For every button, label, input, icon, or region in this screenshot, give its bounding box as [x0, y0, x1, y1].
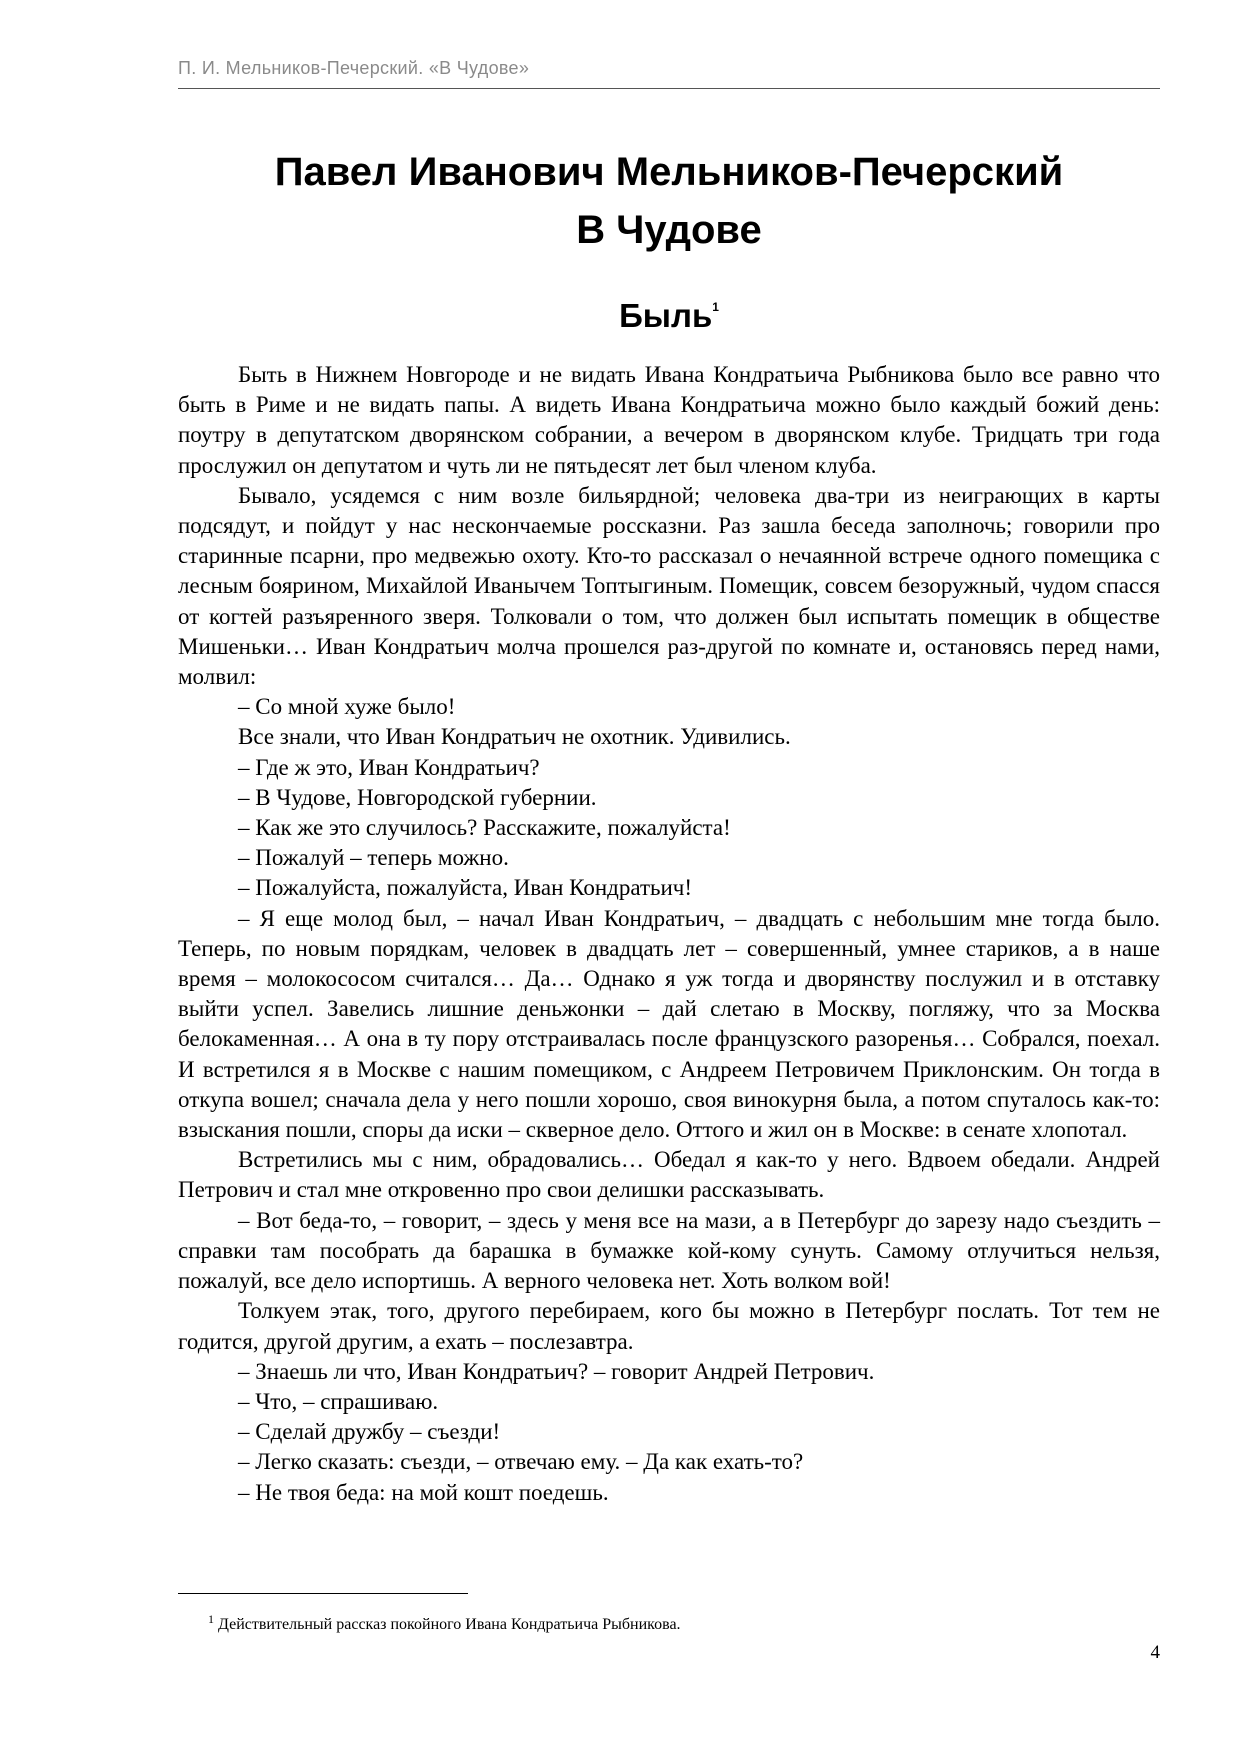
- running-header: П. И. Мельников-Печерский. «В Чудове»: [178, 58, 530, 78]
- paragraph: Бывало, усядемся с ним возле бильярдной; человека два-три из неиграющих в карты подсядут, и пойдут у нас нескончаемые россказни. Раз зашла беседа заполночь; говорили про старинные псарни, про медвежью охоту. Кто-то рассказал о нечаянной встрече одного помещика с лесным боярином, Михайлой Иванычем Топтыгиным. Помещик, совсем безоружный, чудом спасся от когтей разъяренного зверя. Толковали о том, что должен был испытать помещик в обществе Мишеньки… Иван Кондратьич молча прошелся раз-другой по комнате и, остановясь перед нами, молвил:: [178, 482, 1160, 690]
- paragraph: – В Чудове, Новгородской губернии.: [238, 784, 597, 810]
- paragraph: Все знали, что Иван Кондратьич не охотник. Удивились.: [238, 724, 791, 750]
- paragraph: – Как же это случилось? Расскажите, пожалуйста!: [238, 815, 731, 841]
- section-heading-text: Быль: [619, 297, 713, 334]
- paragraph: – Не твоя беда: на мой кошт поедешь.: [238, 1479, 609, 1505]
- page-title: [178, 143, 1160, 259]
- body-text: [178, 360, 1160, 1508]
- paragraph: – Пожалуй – теперь можно.: [238, 845, 509, 871]
- page-number: 4: [1150, 1642, 1160, 1663]
- paragraph: – Вот беда-то, – говорит, – здесь у меня все на мази, а в Петербург до зарезу надо съездить – справки там пособрать да барашка в бумажке кой-кому сунуть. Самому отлучиться нельзя, пожалуй, все дело испортишь. А верного человека нет. Хоть волком вой!: [178, 1207, 1160, 1294]
- header-divider: [178, 88, 1160, 89]
- footnote-marker: 1: [208, 1612, 214, 1626]
- paragraph: Быть в Нижнем Новгороде и не видать Ивана Кондратьича Рыбникова было все равно что быть в Риме и не видать папы. А видеть Ивана Кондратьича можно было каждый божий день: поутру в депутатском дворянском собрании, а вечером в дворянском клубе. Тридцать три года прослужил он депутатом и чуть ли не пятьдесят лет был членом клуба.: [178, 362, 1160, 478]
- paragraph: Встретились мы с ним, обрадовались… Обедал я как-то у него. Вдвоем обедали. Андрей Петрович и стал мне откровенно про свои делишки рассказывать.: [178, 1147, 1160, 1203]
- paragraph: – Знаешь ли что, Иван Кондратьич? – говорит Андрей Петрович.: [238, 1358, 875, 1384]
- work-title: В Чудове: [576, 208, 762, 252]
- paragraph: – Со мной хуже было!: [238, 694, 456, 720]
- footnote-reference[interactable]: 1: [712, 300, 719, 314]
- section-heading: [178, 296, 1160, 336]
- footnote-divider: [178, 1593, 468, 1594]
- paragraph: – Что, – спрашиваю.: [238, 1388, 439, 1414]
- paragraph: – Я еще молод был, – начал Иван Кондратьич, – двадцать с небольшим мне тогда было. Теперь, по новым порядкам, человек в двадцать лет – совершенный, умнее стариков, а в наше время – молокососом считался… Да… Однако я уж тогда и дворянству послужил и в отставку выйти успел. Завелись лишние деньжонки – дай слетаю в Москву, погляжу, что за Москва белокаменная… А она в ту пору отстраивалась после французского разоренья… Собрался, поехал. И встретился я в Москве с нашим помещиком, с Андреем Петровичем Приклонским. Он тогда в откупа вошел; сначала дела у него пошли хорошо, своя винокурня была, а потом спуталось как-то: взыскания пошли, споры да иски – скверное дело. Оттого и жил он в Москве: в сенате хлопотал.: [178, 905, 1160, 1143]
- paragraph: – Пожалуйста, пожалуйста, Иван Кондратьич!: [238, 875, 693, 901]
- paragraph: – Легко сказать: съезди, – отвечаю ему. – Да как ехать-то?: [238, 1449, 804, 1475]
- paragraph: Толкуем этак, того, другого перебираем, кого бы можно в Петербург послать. Тот тем не годится, другой другим, а ехать – послезавтра.: [178, 1298, 1160, 1354]
- footnote: [208, 1614, 1108, 1636]
- paragraph: – Сделай дружбу – съезди!: [238, 1419, 501, 1445]
- paragraph: – Где ж это, Иван Кондратьич?: [238, 754, 540, 780]
- footnote-text: Действительный рассказ покойного Ивана Кондратьича Рыбникова.: [218, 1616, 681, 1633]
- author-name: Павел Иванович Мельников-Печерский: [274, 150, 1064, 194]
